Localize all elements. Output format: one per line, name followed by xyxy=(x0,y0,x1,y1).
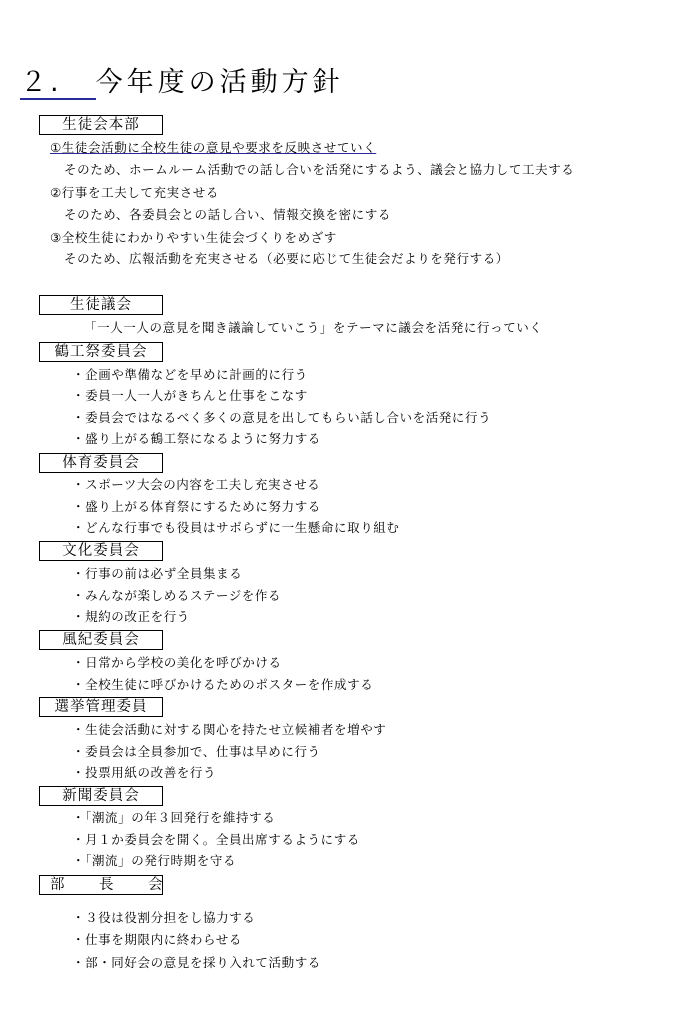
kakukosai-line-1: ・企画や準備などを早めに計画的に行う xyxy=(72,367,308,382)
kakukosai-line-3: ・委員会ではなるべく多くの意見を出してもらい話し合いを活発に行う xyxy=(72,410,492,425)
honbu-line-5: ③全校生徒にわかりやすい生徒会づくりをめざす xyxy=(50,230,337,245)
honbu-line-4: そのため、各委員会との話し合い、情報交換を密にする xyxy=(64,207,392,222)
section-heading-buchokai: 部 長 会 xyxy=(39,875,163,895)
title-text: 今年度の活動方針 xyxy=(95,67,344,98)
honbu-line-3: ②行事を工夫して充実させる xyxy=(50,185,220,200)
page-title xyxy=(20,60,344,100)
section-heading-senkyo: 選挙管理委員 xyxy=(39,697,163,717)
fuki-line-2: ・全校生徒に呼びかけるためのポスターを作成する xyxy=(72,677,374,692)
buchokai-line-3: ・部・同好会の意見を採り入れて活動する xyxy=(72,955,321,970)
shinbun-line-1: ・「潮流」の年３回発行を維持する xyxy=(72,810,276,825)
section-heading-gikai: 生徒議会 xyxy=(39,295,163,315)
honbu-line-6: そのため、広報活動を充実させる（必要に応じて生徒会だよりを発行する） xyxy=(64,251,509,266)
title-number: ２. xyxy=(20,68,96,100)
section-heading-shinbun: 新聞委員会 xyxy=(39,786,163,806)
section-heading-taiiku: 体育委員会 xyxy=(39,453,163,473)
senkyo-line-2: ・委員会は全員参加で、仕事は早めに行う xyxy=(72,744,321,759)
bunka-line-1: ・行事の前は必ず全員集まる xyxy=(72,566,243,581)
gikai-line-1: 「一人一人の意見を聞き議論していこう」をテーマに議会を活発に行っていく xyxy=(84,320,543,335)
section-heading-fuki: 風紀委員会 xyxy=(39,630,163,650)
section-heading-bunka: 文化委員会 xyxy=(39,541,163,561)
kakukosai-line-2: ・委員一人一人がきちんと仕事をこなす xyxy=(72,388,308,403)
bunka-line-3: ・規約の改正を行う xyxy=(72,609,190,624)
kakukosai-line-4: ・盛り上がる鶴工祭になるように努力する xyxy=(72,431,321,446)
shinbun-line-3: ・「潮流」の発行時期を守る xyxy=(72,853,237,868)
honbu-line-1: ①生徒会活動に全校生徒の意見や要求を反映させていく xyxy=(50,140,377,155)
senkyo-line-3: ・投票用紙の改善を行う xyxy=(72,765,217,780)
section-heading-honbu: 生徒会本部 xyxy=(39,115,163,135)
taiiku-line-2: ・盛り上がる体育祭にするために努力する xyxy=(72,499,321,514)
honbu-line-2: そのため、ホームルーム活動での話し合いを活発にするよう、議会と協力して工夫する xyxy=(64,162,575,177)
taiiku-line-3: ・どんな行事でも役員はサボらずに一生懸命に取り組む xyxy=(72,520,400,535)
buchokai-line-1: ・３役は役割分担をし協力する xyxy=(72,910,256,925)
taiiku-line-1: ・スポーツ大会の内容を工夫し充実させる xyxy=(72,477,321,492)
senkyo-line-1: ・生徒会活動に対する関心を持たせ立候補者を増やす xyxy=(72,722,387,737)
bunka-line-2: ・みんなが楽しめるステージを作る xyxy=(72,588,282,603)
buchokai-line-2: ・仕事を期限内に終わらせる xyxy=(72,932,242,947)
shinbun-line-2: ・月１か委員会を開く。全員出席するようにする xyxy=(72,832,360,847)
fuki-line-1: ・日常から学校の美化を呼びかける xyxy=(72,655,282,670)
section-heading-kakukosai: 鶴工祭委員会 xyxy=(39,342,163,362)
